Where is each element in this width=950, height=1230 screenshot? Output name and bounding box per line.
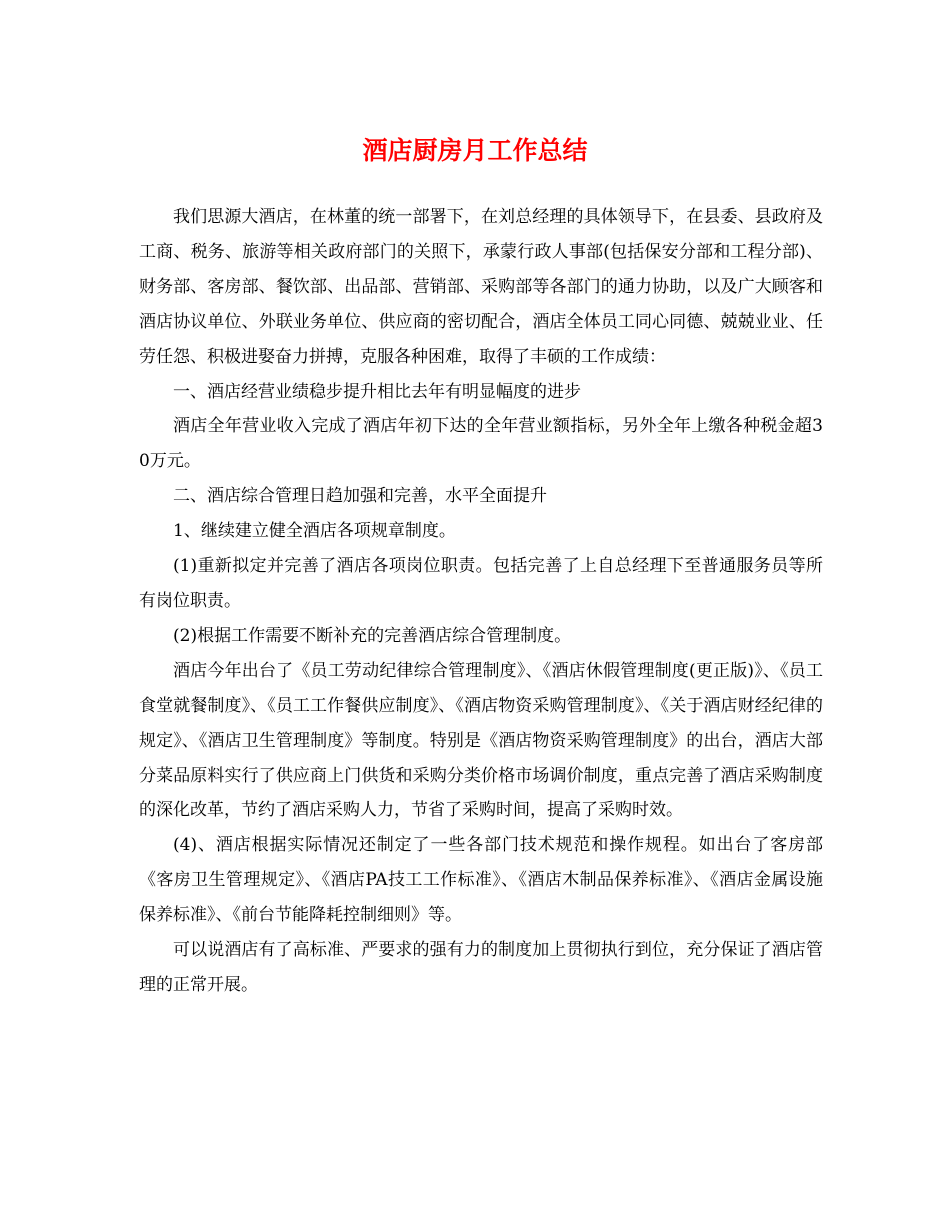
heading-section-1: 一、酒店经营业绩稳步提升相比去年有明显幅度的进步 [173,381,581,402]
document-title: 酒店厨房月工作总结 [362,136,588,165]
paragraph-item-4: (4)、酒店根据实际情况还制定了一些各部门技术规范和操作规程。如出台了客房部《客房卫生管理规定》、《酒店PA技工工作标准》、《酒店木制品保养标准》、《酒店金属设施保养标准》、《前台节能降耗控制细则》等。 [139,835,823,926]
paragraph-intro: 我们思源大酒店，在林董的统一部署下，在刘总经理的具体领导下，在县委、县政府及工商、税务、旅游等相关政府部门的关照下，承蒙行政人事部(包括保安分部和工程分部)、财务部、客房部、餐饮部、出品部、营销部、采购部等各部门的通力协助，以及广大顾客和酒店协议单位、外联业务单位、供应商的密切配合，酒店全体员工同心同德、兢兢业业、任劳任怨、积极进娶奋力拼搏，克服各种困难，取得了丰硕的工作成绩： [139,207,823,367]
subheading-rules: 1、继续建立健全酒店各项规章制度。 [173,521,456,542]
document-body [139,200,823,1003]
heading-section-2: 二、酒店综合管理日趋加强和完善，水平全面提升 [173,486,547,507]
paragraph-item-2: (2)根据工作需要不断补充的完善酒店综合管理制度。 [173,625,572,646]
paragraph-revenue: 酒店全年营业收入完成了酒店年初下达的全年营业额指标，另外全年上缴各种税金超30万元。 [139,416,823,472]
paragraph-conclusion: 可以说酒店有了高标准、严要求的强有力的制度加上贯彻执行到位，充分保证了酒店管理的正常开展。 [139,940,823,995]
paragraph-item-1: (1)重新拟定并完善了酒店各项岗位职责。包括完善了上自总经理下至普通服务员等所有岗位职责。 [139,556,823,611]
paragraph-regulations: 酒店今年出台了《员工劳动纪律综合管理制度》、《酒店休假管理制度(更正版)》、《员工食堂就餐制度》、《员工工作餐供应制度》、《酒店物资采购管理制度》、《关于酒店财经纪律的规定》、《酒店卫生管理制度》等制度。特别是《酒店物资采购管理制度》的出台，酒店大部分菜品原料实行了供应商上门供货和采购分类价格市场调价制度，重点完善了酒店采购制度的深化改革，节约了酒店采购人力，节省了采购时间，提高了采购时效。 [139,660,823,821]
